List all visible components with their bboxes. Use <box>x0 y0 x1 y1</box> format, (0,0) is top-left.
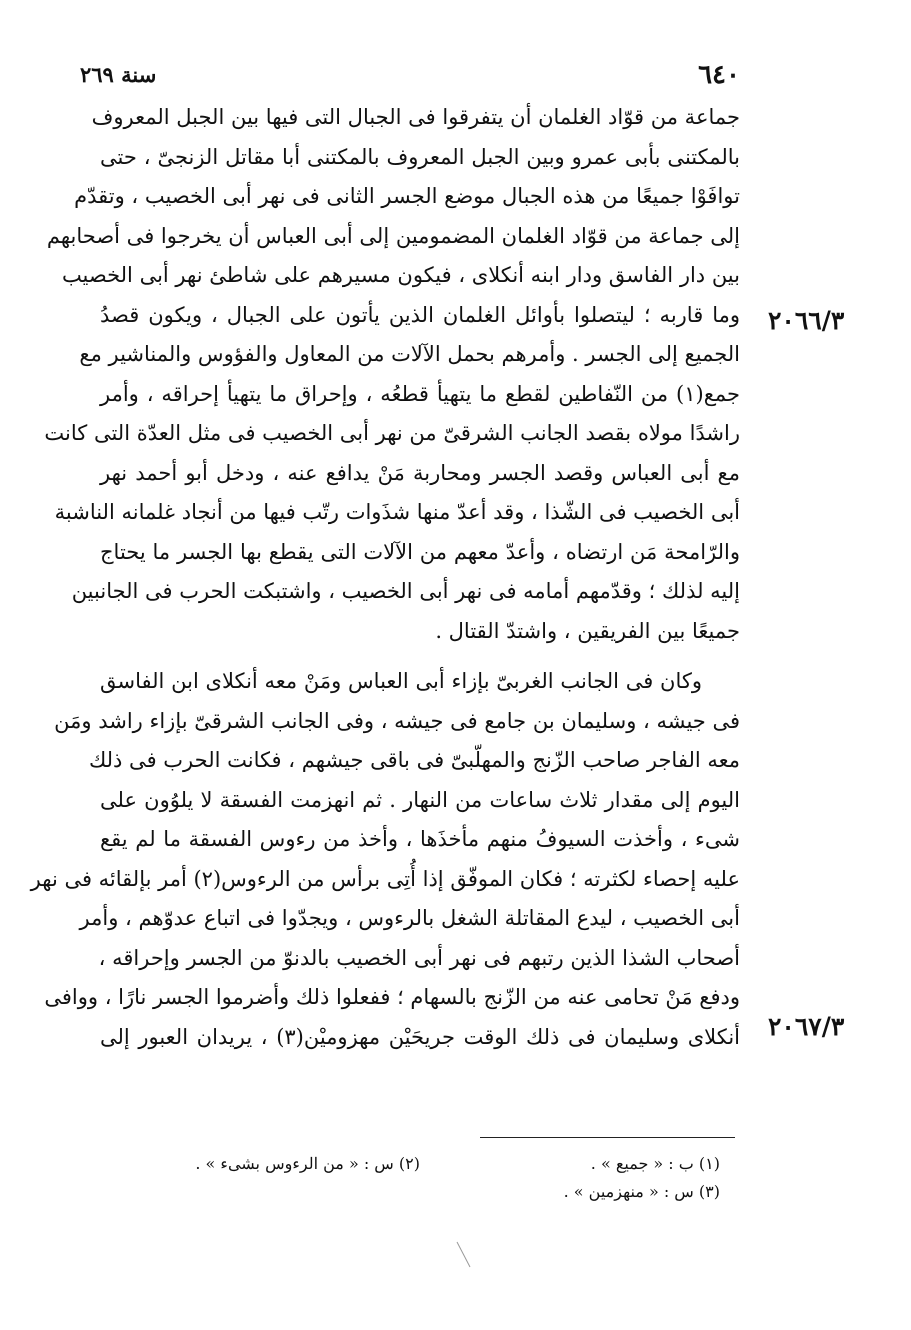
text-line: شىء ، وأخذت السيوفُ منهم مأخذَها ، وأخذ من رءوس الفسقة ما لم يقع <box>100 827 740 851</box>
text-line: أبى الخصيب فى الشّذا ، وقد أعدّ منها شذَوات رتّب فيها من أنجاد غلمانه الناشبة <box>54 500 740 524</box>
text-line: توافَوْا جميعًا من هذه الجبال موضع الجسر الثانى فى نهر أبى الخصيب ، وتقدّم <box>74 184 740 208</box>
text-line: أنكلاى وسليمان فى ذلك الوقت جريحَيْن مهزوميْن(٣) ، يريدان العبور إلى <box>100 1024 740 1049</box>
text-line: فى جيشه ، وسليمان بن جامع فى جيشه ، وفى الجانب الشرقىّ بإزاء راشد ومَن <box>54 708 740 733</box>
text-line: جمع(١) من النّفاطين لقطع ما يتهيأ قطعُه ، وإحراق ما يتهيأ إحراقه ، وأمر <box>100 381 740 406</box>
text-line: بالمكتنى بأبى عمرو وبين الجبل المعروف بالمكتنى أبا مقاتل الزنجىّ ، حتى <box>100 144 740 169</box>
footnote-row <box>180 1150 720 1178</box>
text-line: وما قاربه ؛ ليتصلوا بأوائل الغلمان الذين يأتون على الجبال ، ويكون قصدُ <box>100 302 740 327</box>
scan-mark <box>455 1240 473 1270</box>
margin-reference: ٢٠٦٧/٣ <box>768 1012 845 1041</box>
text-line: والرّامحة مَن ارتضاه ، وأعدّ معهم من الآلات التى يقطع بها الجسر ما يحتاج <box>100 539 740 564</box>
paragraph-gap <box>100 651 740 662</box>
main-text <box>30 98 740 1057</box>
footnote-row <box>180 1178 720 1206</box>
text-line: اليوم إلى مقدار ثلاث ساعات من النهار . ثم انهزمت الفسقة لا يلوُون على <box>100 787 740 812</box>
text-line: إلى جماعة من قوّاد الغلمان المضمومين إلى أبى العباس أن يخرجوا فى أصحابهم <box>46 223 740 248</box>
text-line: ودفع مَنْ تحامى عنه من الزّنج بالسهام ؛ ففعلوا ذلك وأضرموا الجسر نارًا ، ووافى <box>44 985 740 1009</box>
text-line: عليه إحصاء لكثرته ؛ فكان الموفّق إذا أُتِى برأس من الرءوس(٢) أمر بإلقائه فى نهر <box>30 866 740 891</box>
text-line: جماعة من قوّاد الغلمان أن يتفرقوا فى الجبال التى فيها بين الجبل المعروف <box>91 105 740 129</box>
text-line: راشدًا مولاه بقصد الجانب الشرقىّ من نهر أبى الخصيب فى مثل العدّة التى كانت <box>44 421 740 445</box>
page-number: ٦٤٠ <box>698 60 740 90</box>
text-line: وكان فى الجانب الغربىّ بإزاء أبى العباس ومَنْ معه أنكلاى ابن الفاسق <box>100 669 702 693</box>
text-line: الجميع إلى الجسر . وأمرهم بحمل الآلات من المعاول والفؤوس والمناشير مع <box>79 342 740 366</box>
text-line: جميعًا بين الفريقين ، واشتدّ القتال . <box>435 618 740 643</box>
text-line: أبى الخصيب ، ليدع المقاتلة الشغل بالرءوس ، ويجدّوا فى اتباع عدوّهم ، وأمر <box>79 906 740 930</box>
text-line: إليه لذلك ؛ وقدّمهم أمامه فى نهر أبى الخصيب ، واشتبكت الحرب فى الجانبين <box>71 579 740 603</box>
text-line: بين دار الفاسق ودار ابنه أنكلاى ، فيكون مسيرهم على شاطئ نهر أبى الخصيب <box>61 263 740 287</box>
footnote-rule <box>480 1137 735 1138</box>
running-head-year: سنة ٢٦٩ <box>80 62 157 87</box>
text-line: معه الفاجر صاحب الزّنج والمهلّبىّ فى باقى جيشهم ، فكانت الحرب فى ذلك <box>88 748 740 772</box>
text-line: مع أبى العباس وقصد الجسر ومحاربة مَنْ يدافع عنه ، ودخل أبو أحمد نهر <box>100 460 740 485</box>
page-header <box>80 60 740 88</box>
footnotes <box>180 1150 720 1206</box>
footnote-3: (٣) س : « منهزمين » . <box>563 1182 720 1201</box>
footnote-2: (٢) س : « من الرءوس بشىء » . <box>195 1154 420 1173</box>
text-line: أصحاب الشذا الذين رتبهم فى نهر أبى الخصيب بالدنوّ من الجسر وإحراقه ، <box>98 945 740 970</box>
margin-reference: ٢٠٦٦/٣ <box>768 306 845 335</box>
footnote-1: (١) ب : « جميع » . <box>590 1154 720 1173</box>
